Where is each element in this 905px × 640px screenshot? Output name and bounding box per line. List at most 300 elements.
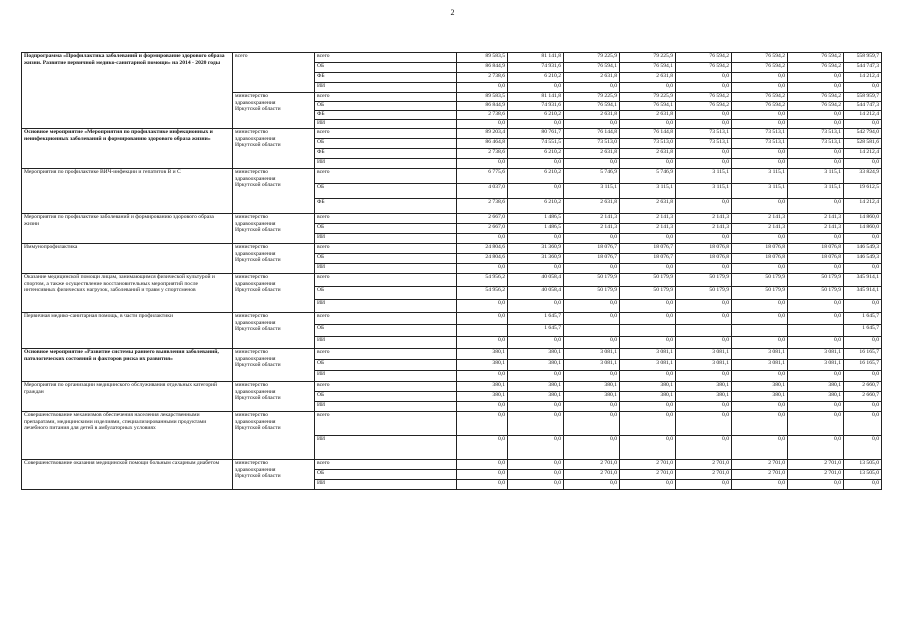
amount-cell: 2 631,8 [620,199,676,214]
funding-source-cell: всего [315,349,457,360]
amount-cell: 0,0 [676,313,732,325]
executor-line: всего [235,53,248,59]
amount-cell: 2 701,0 [564,470,620,480]
table-row [22,382,882,392]
executor-cell [233,460,315,490]
table-row [22,169,882,184]
amount-cell: 50 179,9 [788,287,844,300]
amount-cell: 79 225,9 [564,93,620,102]
amount-cell: 0,0 [457,83,508,93]
total-amount-cell: 0,0 [844,480,882,490]
program-name-cell: Основное мероприятие «Мероприятия по профилактике инфекционных и неинфекционных заболеваний и формированию здорового образа жизни» [22,129,233,169]
amount-cell: 74 931,6 [508,63,564,73]
amount-cell: 0,0 [788,199,844,214]
executor-line: министерство [235,274,269,280]
amount-cell: 6 210,2 [508,199,564,214]
executor-line: министерство [235,313,269,319]
amount-cell: 0,0 [676,371,732,382]
amount-cell: 380,1 [564,392,620,402]
amount-cell: 0,0 [732,264,788,274]
total-amount-cell: 0,0 [844,412,882,436]
amount-cell: 0,0 [457,470,508,480]
amount-cell: 0,0 [676,120,732,129]
amount-cell: 2 631,8 [564,111,620,120]
amount-cell: 31 360,9 [508,244,564,254]
amount-cell: 6 210,2 [508,169,564,184]
amount-cell: 3 115,1 [788,169,844,184]
amount-cell: 0,0 [788,83,844,93]
amount-cell: 0,0 [564,480,620,490]
amount-cell: 3 115,1 [676,169,732,184]
amount-cell: 0,0 [676,159,732,169]
total-amount-cell: 14 212,4 [844,111,882,120]
amount-cell: 2 701,0 [676,470,732,480]
amount-cell: 0,0 [564,436,620,460]
amount-cell: 380,1 [508,349,564,360]
funding-source-cell: всего [315,274,457,287]
amount-cell [564,325,620,337]
amount-cell: 0,0 [676,199,732,214]
amount-cell: 0,0 [457,371,508,382]
amount-cell [457,325,508,337]
amount-cell: 73 513,1 [788,129,844,139]
amount-cell: 3 115,1 [732,184,788,199]
program-name-cell: Основное мероприятие «Развитие системы раннего выявления заболеваний, патологических состояний и факторов риска их развития» [22,349,233,382]
amount-cell: 0,0 [732,111,788,120]
total-amount-cell: 2 660,7 [844,382,882,392]
program-name-cell: Первичная медико-санитарная помощь, в части профилактики [22,313,233,349]
amount-cell: 380,1 [457,349,508,360]
funding-source-cell: всего [315,460,457,470]
amount-cell: 76 594,2 [676,53,732,63]
funding-source-cell: ОБ [315,287,457,300]
funding-source-cell: ОБ [315,392,457,402]
amount-cell: 76 594,2 [788,53,844,63]
funding-source-cell: всего [315,93,457,102]
amount-cell: 3 115,1 [676,184,732,199]
total-amount-cell: 558 959,7 [844,53,882,63]
amount-cell: 18 076,8 [732,244,788,254]
funding-source-cell: ОБ [315,102,457,111]
executor-cell [233,349,315,382]
amount-cell: 0,0 [788,313,844,325]
amount-cell: 2 141,3 [564,224,620,234]
amount-cell: 18 076,8 [676,244,732,254]
amount-cell: 0,0 [732,159,788,169]
amount-cell: 81 141,8 [508,93,564,102]
amount-cell: 50 179,9 [676,287,732,300]
funding-source-cell: ИИ [315,83,457,93]
amount-cell: 0,0 [732,73,788,83]
amount-cell: 3 081,1 [620,349,676,360]
total-amount-cell: 146 549,3 [844,254,882,264]
amount-cell: 380,1 [620,392,676,402]
amount-cell: 80 761,7 [508,129,564,139]
amount-cell: 380,1 [457,382,508,392]
amount-cell: 24 804,6 [457,244,508,254]
funding-source-cell: ОБ [315,470,457,480]
amount-cell: 2 631,8 [620,149,676,159]
amount-cell: 76 594,2 [788,93,844,102]
executor-line: Иркутской области [235,287,281,294]
amount-cell: 0,0 [732,436,788,460]
amount-cell: 73 513,1 [732,129,788,139]
amount-cell: 2 701,0 [788,460,844,470]
amount-cell: 4 037,0 [457,184,508,199]
amount-cell: 89 203,4 [457,129,508,139]
table-row [22,313,882,325]
amount-cell: 0,0 [620,480,676,490]
executor-cell [233,313,315,349]
executor-cell [233,274,315,313]
amount-cell: 76 594,1 [620,102,676,111]
funding-source-cell: ИИ [315,480,457,490]
amount-cell: 0,0 [508,412,564,436]
amount-cell: 40 058,4 [508,274,564,287]
executor-cell [233,93,315,129]
amount-cell: 2 631,8 [620,111,676,120]
executor-line: Иркутской области [235,142,281,149]
amount-cell: 380,1 [508,360,564,371]
amount-cell: 0,0 [508,83,564,93]
amount-cell: 2 631,8 [564,149,620,159]
amount-cell: 18 076,7 [620,254,676,264]
amount-cell: 0,0 [732,300,788,313]
amount-cell: 3 115,1 [564,184,620,199]
amount-cell: 2 141,3 [620,214,676,224]
total-amount-cell: 345 914,1 [844,287,882,300]
amount-cell: 0,0 [676,264,732,274]
amount-cell: 0,0 [676,149,732,159]
program-name-cell: Совершенствование механизмов обеспечения населения лекарственными препаратами, медицинскими изделиями, специализированными продуктами лечебного питания для детей в амбулаторных условиях [22,412,233,460]
funding-source-cell: ИИ [315,337,457,349]
amount-cell: 2 631,8 [564,73,620,83]
amount-cell: 1 486,5 [508,224,564,234]
amount-cell: 3 081,1 [676,360,732,371]
total-amount-cell: 0,0 [844,264,882,274]
executor-line: министерство [235,412,269,418]
total-amount-cell: 528 581,6 [844,139,882,149]
amount-cell: 2 141,3 [788,224,844,234]
amount-cell: 0,0 [620,436,676,460]
amount-cell: 79 225,9 [564,53,620,63]
amount-cell: 54 956,2 [457,287,508,300]
amount-cell: 40 058,4 [508,287,564,300]
amount-cell: 0,0 [676,436,732,460]
executor-line: здравоохранения [235,388,276,395]
amount-cell: 31 360,9 [508,254,564,264]
executor-line: Иркутской области [235,227,281,234]
executor-cell [233,244,315,274]
amount-cell: 0,0 [788,337,844,349]
amount-cell: 2 738,6 [457,73,508,83]
amount-cell: 73 513,0 [620,139,676,149]
executor-cell [233,53,315,93]
amount-cell: 0,0 [676,300,732,313]
amount-cell: 2 701,0 [676,460,732,470]
program-name-cell: Мероприятия по профилактике заболеваний и формированию здорового образа жизни [22,214,233,244]
executor-line: здравоохранения [235,175,276,182]
amount-cell: 76 594,2 [732,53,788,63]
amount-cell: 2 701,0 [788,470,844,480]
amount-cell: 0,0 [620,300,676,313]
amount-cell: 76 594,2 [676,63,732,73]
executor-line: здравоохранения [235,280,276,287]
total-amount-cell: 16 165,7 [844,360,882,371]
amount-cell: 1 645,7 [508,313,564,325]
amount-cell: 0,0 [508,337,564,349]
total-amount-cell: 544 747,3 [844,102,882,111]
amount-cell [620,325,676,337]
funding-source-cell: ФБ [315,73,457,83]
amount-cell: 2 738,6 [457,111,508,120]
executor-line: здравоохранения [235,319,276,326]
amount-cell: 380,1 [457,392,508,402]
amount-cell: 76 594,1 [620,63,676,73]
executor-line: здравоохранения [235,418,276,425]
amount-cell: 0,0 [788,234,844,244]
amount-cell: 0,0 [620,159,676,169]
amount-cell: 3 081,1 [788,360,844,371]
total-amount-cell: 16 165,7 [844,349,882,360]
executor-cell [233,129,315,169]
total-amount-cell: 14 212,4 [844,149,882,159]
amount-cell: 3 115,1 [732,169,788,184]
total-amount-cell: 13 505,0 [844,470,882,480]
total-amount-cell: 0,0 [844,83,882,93]
amount-cell: 0,0 [732,234,788,244]
executor-line: Иркутской области [235,425,281,432]
amount-cell: 0,0 [564,83,620,93]
amount-cell: 73 513,0 [564,139,620,149]
executor-line: министерство [235,129,269,135]
amount-cell: 18 076,8 [732,254,788,264]
amount-cell: 2 631,8 [620,73,676,83]
program-name-cell: Мероприятия по организации медицинского обслуживания отдельных категорий граждан [22,382,233,412]
program-name-cell: Иммунопрофилактика [22,244,233,274]
amount-cell: 76 594,2 [732,63,788,73]
amount-cell: 0,0 [732,337,788,349]
amount-cell: 380,1 [508,382,564,392]
total-amount-cell: 13 505,0 [844,460,882,470]
amount-cell: 0,0 [788,371,844,382]
total-amount-cell: 14 212,4 [844,73,882,83]
amount-cell: 380,1 [620,382,676,392]
amount-cell: 18 076,7 [620,244,676,254]
total-amount-cell: 0,0 [844,159,882,169]
amount-cell: 0,0 [564,120,620,129]
amount-cell: 6 210,2 [508,73,564,83]
total-amount-cell: 14 212,4 [844,199,882,214]
amount-cell: 380,1 [508,392,564,402]
amount-cell: 0,0 [676,412,732,436]
total-amount-cell: 146 549,3 [844,244,882,254]
amount-cell: 0,0 [676,73,732,83]
amount-cell: 3 115,1 [788,184,844,199]
amount-cell: 0,0 [620,264,676,274]
amount-cell: 50 179,9 [732,274,788,287]
total-amount-cell: 0,0 [844,300,882,313]
amount-cell: 3 081,1 [732,360,788,371]
amount-cell: 3 081,1 [732,349,788,360]
amount-cell: 2 141,3 [564,214,620,224]
amount-cell: 76 594,1 [564,63,620,73]
amount-cell: 2 631,8 [564,199,620,214]
amount-cell: 0,0 [788,149,844,159]
amount-cell: 18 076,7 [564,254,620,264]
amount-cell: 79 225,9 [620,93,676,102]
amount-cell: 0,0 [620,412,676,436]
executor-line: Иркутской области [235,395,281,402]
amount-cell [732,325,788,337]
amount-cell: 0,0 [508,436,564,460]
amount-cell: 0,0 [732,371,788,382]
amount-cell: 3 081,1 [620,360,676,371]
funding-source-cell: ИИ [315,120,457,129]
table-row [22,412,882,436]
amount-cell: 2 141,3 [732,214,788,224]
amount-cell: 2 141,3 [676,224,732,234]
amount-cell: 0,0 [620,371,676,382]
amount-cell: 0,0 [457,402,508,412]
program-name-cell: Подпрограмма «Профилактика заболеваний и формирование здорового образа жизни. Развитие первичной медико-санитарной помощи» на 2014 - 2020 годы [22,53,233,129]
amount-cell: 2 701,0 [732,470,788,480]
executor-line: министерство [235,244,269,250]
table-row [22,349,882,360]
amount-cell: 6 210,2 [508,149,564,159]
amount-cell: 2 701,0 [564,460,620,470]
page-number: 2 [450,8,455,17]
amount-cell: 76 594,2 [732,102,788,111]
amount-cell: 2 667,0 [457,214,508,224]
funding-source-cell: ИИ [315,264,457,274]
total-amount-cell: 345 914,1 [844,274,882,287]
total-amount-cell: 0,0 [844,436,882,460]
funding-source-cell: всего [315,244,457,254]
amount-cell: 86 844,9 [457,63,508,73]
funding-source-cell: всего [315,169,457,184]
executor-cell [233,169,315,214]
amount-cell: 0,0 [508,184,564,199]
amount-cell: 2 141,3 [620,224,676,234]
amount-cell: 0,0 [788,480,844,490]
amount-cell: 0,0 [788,111,844,120]
amount-cell: 6 210,2 [508,111,564,120]
table-row [22,274,882,287]
amount-cell: 0,0 [620,313,676,325]
amount-cell: 50 179,9 [676,274,732,287]
funding-source-cell: ИИ [315,436,457,460]
total-amount-cell: 0,0 [844,402,882,412]
amount-cell: 0,0 [620,234,676,244]
amount-cell: 0,0 [457,460,508,470]
amount-cell: 2 701,0 [620,460,676,470]
amount-cell: 1 486,5 [508,214,564,224]
executor-line: здравоохранения [235,135,276,142]
amount-cell: 50 179,9 [788,274,844,287]
total-amount-cell: 1 645,7 [844,313,882,325]
amount-cell: 0,0 [788,412,844,436]
amount-cell: 74 931,6 [508,102,564,111]
amount-cell: 2 141,3 [676,214,732,224]
amount-cell: 0,0 [564,371,620,382]
amount-cell: 76 594,1 [564,102,620,111]
amount-cell: 0,0 [732,412,788,436]
amount-cell: 73 513,1 [676,129,732,139]
funding-source-cell: всего [315,412,457,436]
amount-cell: 0,0 [508,460,564,470]
amount-cell: 79 225,9 [620,53,676,63]
amount-cell: 0,0 [564,234,620,244]
amount-cell: 380,1 [732,382,788,392]
amount-cell: 0,0 [457,264,508,274]
amount-cell: 0,0 [457,436,508,460]
amount-cell: 5 746,9 [564,169,620,184]
amount-cell: 0,0 [732,83,788,93]
amount-cell: 2 667,0 [457,224,508,234]
executor-line: министерство [235,382,269,388]
amount-cell: 0,0 [732,149,788,159]
executor-line: здравоохранения [235,466,276,473]
amount-cell: 0,0 [564,159,620,169]
executor-line: министерство [235,169,269,175]
amount-cell: 0,0 [732,480,788,490]
amount-cell: 18 076,8 [788,254,844,264]
funding-source-cell: всего [315,53,457,63]
amount-cell: 0,0 [508,470,564,480]
funding-source-cell: всего [315,214,457,224]
total-amount-cell: 2 660,7 [844,392,882,402]
amount-cell: 380,1 [676,392,732,402]
amount-cell: 3 081,1 [788,349,844,360]
amount-cell: 380,1 [564,382,620,392]
amount-cell: 0,0 [676,111,732,120]
amount-cell: 0,0 [788,73,844,83]
total-amount-cell: 0,0 [844,371,882,382]
executor-cell [233,214,315,244]
amount-cell: 3 115,1 [620,184,676,199]
total-amount-cell: 558 959,7 [844,93,882,102]
amount-cell: 0,0 [457,300,508,313]
funding-source-cell: ОБ [315,139,457,149]
amount-cell: 0,0 [564,313,620,325]
amount-cell: 2 141,3 [732,224,788,234]
total-amount-cell: 542 794,0 [844,129,882,139]
amount-cell: 74 551,5 [508,139,564,149]
table-row [22,214,882,224]
total-amount-cell: 33 824,9 [844,169,882,184]
total-amount-cell: 0,0 [844,337,882,349]
total-amount-cell: 0,0 [844,120,882,129]
amount-cell: 0,0 [620,337,676,349]
amount-cell: 76 144,8 [620,129,676,139]
executor-line: Иркутской области [235,182,281,189]
amount-cell: 0,0 [457,412,508,436]
amount-cell: 0,0 [564,300,620,313]
amount-cell: 2 701,0 [620,470,676,480]
amount-cell: 0,0 [676,480,732,490]
amount-cell: 2 141,3 [788,214,844,224]
amount-cell: 0,0 [564,337,620,349]
funding-source-cell: ИИ [315,371,457,382]
executor-cell [233,382,315,412]
amount-cell: 0,0 [676,337,732,349]
funding-source-cell: ФБ [315,199,457,214]
amount-cell: 73 513,1 [732,139,788,149]
funding-source-cell: ИИ [315,300,457,313]
executor-line: Иркутской области [235,473,281,480]
amount-cell: 86 464,8 [457,139,508,149]
